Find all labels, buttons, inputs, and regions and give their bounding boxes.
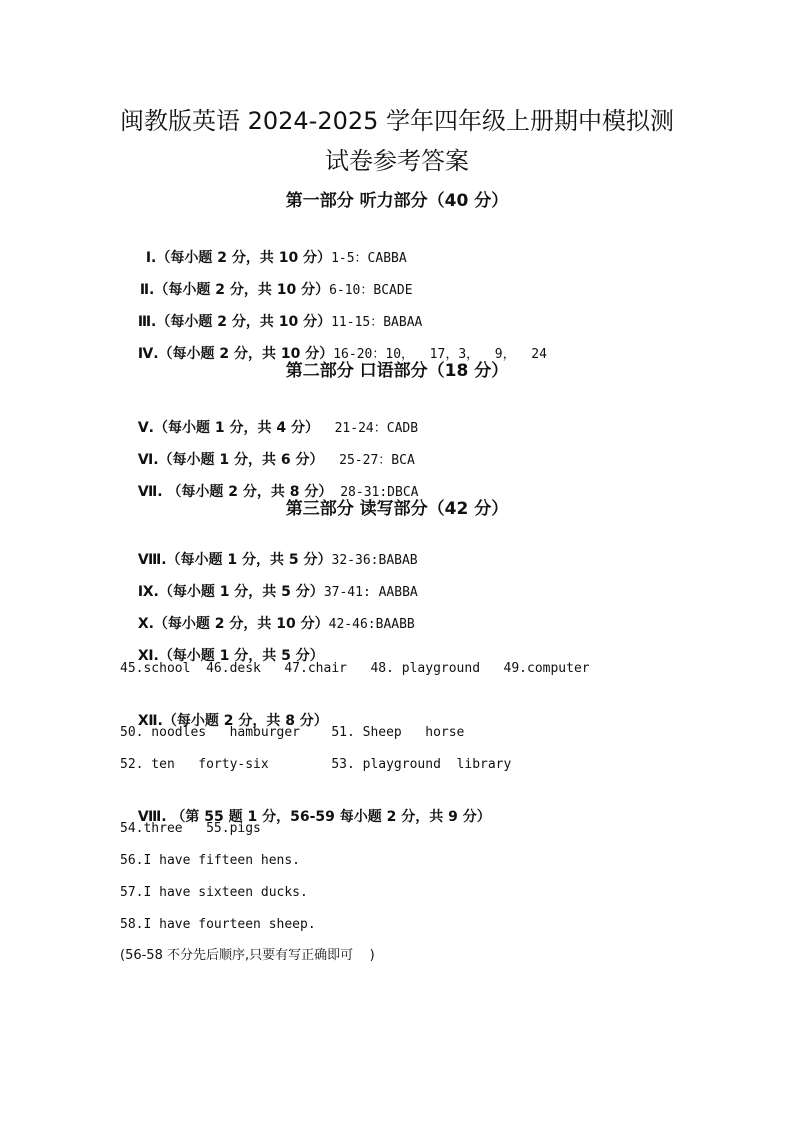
section-answer: 21-24：CADB xyxy=(318,421,419,436)
section-head: Ⅻ.（每小题 2 分，共 8 分） xyxy=(137,713,328,729)
section-head: Ⅳ.（每小题 2 分，共 10 分） xyxy=(137,346,334,362)
section-head: Ⅷ.（每小题 1 分，共 5 分） xyxy=(137,552,332,568)
section-answer: 32-36:BABAB xyxy=(331,553,418,568)
section-13-answers-1: 54.three 55.pigs xyxy=(120,821,261,836)
section-answer: 25-27：BCA xyxy=(323,453,415,468)
section-head: Ⅲ.（每小题 2 分，共 10 分） xyxy=(137,314,332,330)
section-13-answers-4: 58.I have fourteen sheep. xyxy=(120,917,316,932)
section-head: Ⅱ.（每小题 2 分，共 10 分） xyxy=(139,282,330,298)
section-13-answers-2: 56.I have fifteen hens. xyxy=(120,853,301,868)
section-answer: 1-5：CABBA xyxy=(331,251,407,266)
section-head: Ⅸ.（每小题 1 分，共 5 分） xyxy=(137,584,324,600)
section-head: Ⅷ. （第 55 题 1 分，56-59 每小题 2 分，共 9 分） xyxy=(137,809,491,825)
section-13-answers-3: 57.I have sixteen ducks. xyxy=(120,885,308,900)
section-head: Ⅰ.（每小题 2 分，共 10 分） xyxy=(145,250,332,266)
footnote: (56-58 不分先后顺序,只要有写正确即可 ) xyxy=(120,948,375,963)
section-12-answers-2: 52. ten forty-six 53. playground library xyxy=(120,757,512,772)
section-answer: 42-46:BAABB xyxy=(328,617,415,632)
section-answer: 6-10：BCADE xyxy=(329,283,413,298)
section-12-answers-1: 50. noodles hamburger 51. Sheep horse xyxy=(120,725,465,740)
section-answer: 28-31:DBCA xyxy=(332,485,419,500)
section-head: Ⅹ.（每小题 2 分，共 10 分） xyxy=(137,616,329,632)
section-head: Ⅴ.（每小题 1 分，共 4 分） xyxy=(137,420,319,436)
section-answer: 11-15：BABAA xyxy=(331,315,423,330)
part-3-heading: 第三部分 读写部分（42 分） xyxy=(285,499,509,519)
title-line-2: 试卷参考答案 xyxy=(325,147,469,175)
section-head: Ⅺ.（每小题 1 分，共 5 分） xyxy=(137,648,324,664)
title-line-1: 闽教版英语 2024-2025 学年四年级上册期中模拟测 xyxy=(119,107,675,135)
section-head: Ⅶ. （每小题 2 分，共 8 分） xyxy=(137,484,333,500)
section-11-answers: 45.school 46.desk 47.chair 48. playground 49.computer xyxy=(120,661,590,676)
section-answer: 16-20：10， 17，3， 9， 24 xyxy=(333,347,547,362)
section-head: Ⅵ.（每小题 1 分，共 6 分） xyxy=(137,452,324,468)
part-2-heading: 第二部分 口语部分（18 分） xyxy=(285,361,509,381)
part-1-heading: 第一部分 听力部分（40 分） xyxy=(285,191,509,211)
section-answer: 37-41: AABBA xyxy=(323,585,418,600)
